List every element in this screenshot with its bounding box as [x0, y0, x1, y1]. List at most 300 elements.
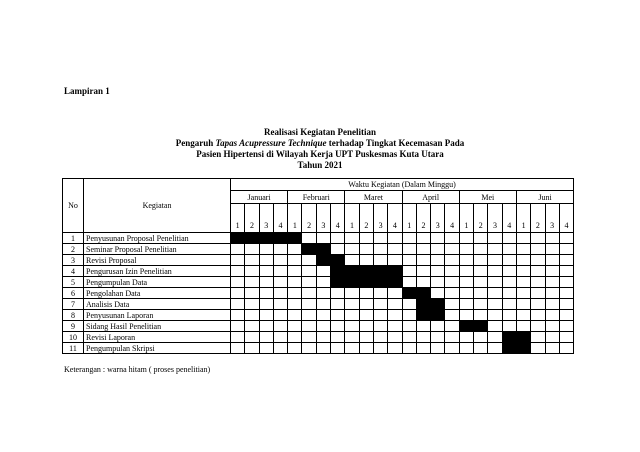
schedule-cell — [502, 255, 516, 266]
schedule-cell — [345, 233, 359, 244]
row-number: 5 — [63, 277, 84, 288]
schedule-cell — [445, 299, 459, 310]
document-title-block — [0, 127, 640, 171]
schedule-cell — [531, 244, 545, 255]
schedule-cell — [559, 299, 573, 310]
schedule-cell — [359, 233, 373, 244]
schedule-cell — [474, 277, 488, 288]
schedule-cell — [459, 233, 473, 244]
header-kegiatan: Kegiatan — [84, 179, 231, 233]
schedule-cell — [474, 255, 488, 266]
schedule-cell-filled — [331, 277, 345, 288]
schedule-cell — [388, 288, 402, 299]
schedule-cell — [259, 332, 273, 343]
schedule-cell-filled — [259, 233, 273, 244]
schedule-cell-filled — [345, 277, 359, 288]
schedule-cell — [488, 277, 502, 288]
activity-name: Revisi Laporan — [84, 332, 231, 343]
schedule-cell — [373, 343, 387, 354]
schedule-cell — [559, 321, 573, 332]
schedule-cell — [545, 244, 559, 255]
schedule-cell — [416, 277, 430, 288]
schedule-cell — [288, 321, 302, 332]
activity-name: Pengurusan Izin Penelitian — [84, 266, 231, 277]
schedule-cell — [288, 310, 302, 321]
schedule-cell — [502, 310, 516, 321]
schedule-cell — [316, 277, 330, 288]
week-header: 3 — [431, 204, 445, 233]
table-row — [63, 332, 574, 343]
schedule-cell — [288, 255, 302, 266]
schedule-cell — [245, 244, 259, 255]
row-number: 2 — [63, 244, 84, 255]
week-header: 1 — [459, 204, 473, 233]
schedule-cell — [559, 343, 573, 354]
schedule-cell — [245, 332, 259, 343]
schedule-cell — [416, 244, 430, 255]
week-header: 3 — [316, 204, 330, 233]
schedule-cell-filled — [331, 255, 345, 266]
row-number: 6 — [63, 288, 84, 299]
schedule-cell — [431, 266, 445, 277]
schedule-cell — [559, 233, 573, 244]
schedule-cell — [402, 332, 416, 343]
month-header: Februari — [288, 191, 345, 204]
schedule-cell — [302, 332, 316, 343]
schedule-cell — [388, 299, 402, 310]
schedule-cell — [273, 332, 287, 343]
schedule-cell — [474, 343, 488, 354]
schedule-cell — [459, 299, 473, 310]
schedule-cell — [316, 299, 330, 310]
schedule-cell — [431, 332, 445, 343]
schedule-cell-filled — [516, 343, 530, 354]
schedule-cell — [373, 299, 387, 310]
schedule-cell-filled — [502, 343, 516, 354]
schedule-cell — [331, 244, 345, 255]
schedule-cell — [445, 321, 459, 332]
schedule-cell — [459, 310, 473, 321]
schedule-cell — [402, 233, 416, 244]
schedule-cell — [273, 343, 287, 354]
schedule-cell — [345, 288, 359, 299]
schedule-cell — [288, 288, 302, 299]
schedule-cell — [431, 277, 445, 288]
schedule-cell — [502, 299, 516, 310]
week-header: 2 — [359, 204, 373, 233]
table-row — [63, 288, 574, 299]
schedule-cell — [445, 332, 459, 343]
schedule-cell-filled — [373, 277, 387, 288]
schedule-cell — [545, 321, 559, 332]
schedule-cell — [373, 244, 387, 255]
schedule-cell — [388, 244, 402, 255]
schedule-cell — [245, 266, 259, 277]
activity-name: Revisi Proposal — [84, 255, 231, 266]
schedule-cell — [259, 244, 273, 255]
title-line-2-suffix: terhadap Tingkat Kecemasan Pada — [326, 138, 465, 148]
schedule-cell — [373, 332, 387, 343]
week-header: 1 — [516, 204, 530, 233]
schedule-cell — [345, 299, 359, 310]
schedule-cell — [402, 343, 416, 354]
schedule-cell — [331, 321, 345, 332]
schedule-cell — [559, 288, 573, 299]
week-header: 3 — [488, 204, 502, 233]
schedule-cell — [431, 233, 445, 244]
schedule-cell — [502, 277, 516, 288]
title-line-1: Realisasi Kegiatan Penelitian — [264, 127, 376, 137]
table-row — [63, 310, 574, 321]
schedule-cell — [245, 288, 259, 299]
week-header: 2 — [245, 204, 259, 233]
schedule-cell-filled — [245, 233, 259, 244]
schedule-cell — [231, 343, 245, 354]
schedule-cell — [359, 332, 373, 343]
schedule-cell — [273, 299, 287, 310]
schedule-cell — [359, 255, 373, 266]
schedule-cell — [474, 310, 488, 321]
activity-name: Pengolahan Data — [84, 288, 231, 299]
schedule-cell — [388, 255, 402, 266]
schedule-cell — [316, 310, 330, 321]
schedule-cell — [545, 277, 559, 288]
schedule-cell-filled — [431, 299, 445, 310]
appendix-label: Lampiran 1 — [64, 86, 110, 96]
schedule-cell — [331, 310, 345, 321]
schedule-cell — [445, 343, 459, 354]
schedule-cell — [531, 288, 545, 299]
title-line-2-italic: Tapas Acupressure Technique — [215, 138, 327, 148]
schedule-cell — [459, 266, 473, 277]
schedule-cell — [545, 299, 559, 310]
schedule-cell — [231, 288, 245, 299]
table-row — [63, 233, 574, 244]
schedule-cell-filled — [288, 233, 302, 244]
schedule-cell — [488, 244, 502, 255]
schedule-cell — [531, 299, 545, 310]
schedule-cell — [488, 332, 502, 343]
schedule-cell — [416, 233, 430, 244]
schedule-cell-filled — [416, 299, 430, 310]
week-header: 3 — [259, 204, 273, 233]
schedule-cell — [316, 233, 330, 244]
schedule-cell — [459, 277, 473, 288]
schedule-cell — [345, 244, 359, 255]
table-row — [63, 343, 574, 354]
schedule-cell — [559, 244, 573, 255]
schedule-cell — [474, 299, 488, 310]
schedule-cell — [416, 343, 430, 354]
activity-name: Pengumpulan Skripsi — [84, 343, 231, 354]
schedule-cell — [431, 343, 445, 354]
schedule-cell — [231, 255, 245, 266]
schedule-cell-filled — [359, 277, 373, 288]
schedule-cell — [302, 343, 316, 354]
schedule-cell-filled — [402, 288, 416, 299]
week-header: 1 — [345, 204, 359, 233]
schedule-cell — [259, 321, 273, 332]
schedule-cell — [345, 343, 359, 354]
schedule-cell — [373, 233, 387, 244]
schedule-cell — [331, 343, 345, 354]
schedule-cell — [445, 266, 459, 277]
schedule-cell — [488, 343, 502, 354]
schedule-cell — [331, 332, 345, 343]
schedule-cell — [388, 310, 402, 321]
schedule-cell — [316, 343, 330, 354]
schedule-cell-filled — [388, 266, 402, 277]
schedule-cell — [459, 244, 473, 255]
schedule-cell — [331, 299, 345, 310]
schedule-cell — [516, 299, 530, 310]
schedule-cell — [474, 233, 488, 244]
schedule-cell — [388, 343, 402, 354]
schedule-cell-filled — [502, 332, 516, 343]
schedule-cell — [273, 321, 287, 332]
header-waktu: Waktu Kegiatan (Dalam Minggu) — [231, 179, 574, 191]
schedule-cell-filled — [331, 266, 345, 277]
schedule-cell — [559, 266, 573, 277]
schedule-cell — [359, 310, 373, 321]
schedule-cell — [288, 266, 302, 277]
schedule-cell-filled — [231, 233, 245, 244]
schedule-cell — [288, 244, 302, 255]
schedule-cell — [231, 321, 245, 332]
schedule-cell — [316, 288, 330, 299]
schedule-cell — [373, 321, 387, 332]
schedule-cell — [531, 255, 545, 266]
schedule-cell-filled — [516, 332, 530, 343]
schedule-cell-filled — [459, 321, 473, 332]
schedule-cell — [445, 244, 459, 255]
week-header: 4 — [388, 204, 402, 233]
schedule-cell — [259, 255, 273, 266]
schedule-cell — [459, 255, 473, 266]
schedule-cell — [559, 255, 573, 266]
title-line-3: Pasien Hipertensi di Wilayah Kerja UPT Puskesmas Kuta Utara — [196, 149, 444, 159]
header-no: No — [63, 179, 84, 233]
week-header: 1 — [231, 204, 245, 233]
schedule-cell — [445, 233, 459, 244]
month-header: Maret — [345, 191, 402, 204]
table-row — [63, 299, 574, 310]
week-header: 2 — [302, 204, 316, 233]
schedule-cell — [331, 233, 345, 244]
schedule-cell-filled — [316, 255, 330, 266]
schedule-cell — [402, 299, 416, 310]
month-header: Mei — [459, 191, 516, 204]
row-number: 10 — [63, 332, 84, 343]
schedule-cell — [245, 277, 259, 288]
schedule-cell — [502, 233, 516, 244]
schedule-cell-filled — [474, 321, 488, 332]
schedule-cell — [373, 288, 387, 299]
schedule-cell — [245, 321, 259, 332]
schedule-cell — [545, 266, 559, 277]
schedule-cell — [273, 277, 287, 288]
schedule-cell — [302, 277, 316, 288]
schedule-cell — [474, 266, 488, 277]
schedule-cell — [431, 321, 445, 332]
activity-name: Analisis Data — [84, 299, 231, 310]
schedule-cell — [416, 332, 430, 343]
schedule-cell — [459, 332, 473, 343]
schedule-cell — [445, 288, 459, 299]
week-header: 2 — [474, 204, 488, 233]
schedule-cell — [259, 288, 273, 299]
schedule-cell — [531, 310, 545, 321]
schedule-cell — [288, 277, 302, 288]
schedule-cell — [231, 332, 245, 343]
schedule-cell — [488, 266, 502, 277]
activity-name: Pengumpulan Data — [84, 277, 231, 288]
schedule-cell — [359, 321, 373, 332]
schedule-cell — [316, 332, 330, 343]
schedule-cell — [359, 343, 373, 354]
schedule-cell — [245, 255, 259, 266]
schedule-cell — [502, 288, 516, 299]
schedule-cell — [231, 299, 245, 310]
schedule-cell — [445, 310, 459, 321]
schedule-cell — [345, 255, 359, 266]
schedule-cell — [402, 255, 416, 266]
schedule-cell — [302, 299, 316, 310]
schedule-cell — [488, 299, 502, 310]
schedule-cell — [516, 255, 530, 266]
schedule-cell-filled — [345, 266, 359, 277]
schedule-cell — [302, 266, 316, 277]
row-number: 9 — [63, 321, 84, 332]
schedule-cell — [545, 255, 559, 266]
schedule-cell — [359, 244, 373, 255]
row-number: 3 — [63, 255, 84, 266]
schedule-cell — [431, 255, 445, 266]
title-line-2 — [0, 138, 640, 149]
schedule-cell — [416, 321, 430, 332]
activity-name: Penyusunan Laporan — [84, 310, 231, 321]
schedule-cell — [231, 277, 245, 288]
schedule-cell — [516, 233, 530, 244]
schedule-cell-filled — [431, 310, 445, 321]
table-row — [63, 321, 574, 332]
schedule-cell — [302, 288, 316, 299]
schedule-cell-filled — [316, 244, 330, 255]
schedule-cell — [259, 310, 273, 321]
schedule-cell — [231, 266, 245, 277]
schedule-cell — [245, 299, 259, 310]
schedule-cell — [273, 255, 287, 266]
schedule-cell — [231, 244, 245, 255]
table-row — [63, 277, 574, 288]
schedule-cell — [531, 277, 545, 288]
schedule-cell — [345, 310, 359, 321]
week-header: 2 — [531, 204, 545, 233]
schedule-cell — [545, 343, 559, 354]
schedule-cell-filled — [373, 266, 387, 277]
schedule-cell — [474, 288, 488, 299]
schedule-cell — [545, 332, 559, 343]
schedule-cell — [245, 343, 259, 354]
schedule-cell — [402, 266, 416, 277]
table-row — [63, 266, 574, 277]
schedule-cell — [459, 288, 473, 299]
schedule-cell — [459, 343, 473, 354]
schedule-cell — [488, 255, 502, 266]
schedule-cell — [502, 321, 516, 332]
schedule-cell — [302, 321, 316, 332]
week-header: 4 — [273, 204, 287, 233]
schedule-cell-filled — [359, 266, 373, 277]
schedule-cell — [431, 244, 445, 255]
schedule-cell — [373, 255, 387, 266]
schedule-cell — [273, 244, 287, 255]
schedule-cell — [559, 277, 573, 288]
schedule-cell — [416, 255, 430, 266]
week-header: 4 — [502, 204, 516, 233]
schedule-cell — [331, 288, 345, 299]
week-header: 3 — [545, 204, 559, 233]
schedule-cell — [259, 277, 273, 288]
schedule-cell — [559, 332, 573, 343]
schedule-cell — [359, 288, 373, 299]
week-header: 1 — [402, 204, 416, 233]
schedule-cell — [273, 288, 287, 299]
schedule-cell — [474, 332, 488, 343]
schedule-cell — [531, 266, 545, 277]
schedule-cell — [502, 244, 516, 255]
schedule-cell — [402, 321, 416, 332]
week-header: 4 — [445, 204, 459, 233]
week-header: 2 — [416, 204, 430, 233]
schedule-cell — [516, 266, 530, 277]
schedule-cell — [488, 310, 502, 321]
schedule-cell-filled — [416, 310, 430, 321]
schedule-cell — [488, 288, 502, 299]
schedule-cell — [316, 321, 330, 332]
row-number: 4 — [63, 266, 84, 277]
table-row — [63, 255, 574, 266]
schedule-cell — [273, 310, 287, 321]
schedule-cell — [359, 299, 373, 310]
schedule-cell-filled — [273, 233, 287, 244]
schedule-cell-filled — [416, 288, 430, 299]
schedule-cell — [402, 277, 416, 288]
schedule-cell-filled — [388, 277, 402, 288]
schedule-cell — [545, 310, 559, 321]
schedule-cell — [531, 233, 545, 244]
schedule-cell — [531, 332, 545, 343]
schedule-cell — [531, 321, 545, 332]
schedule-cell — [488, 321, 502, 332]
month-header: April — [402, 191, 459, 204]
schedule-cell — [431, 288, 445, 299]
schedule-cell — [288, 299, 302, 310]
title-line-2-prefix: Pengaruh — [175, 138, 216, 148]
schedule-cell — [445, 255, 459, 266]
schedule-cell — [345, 332, 359, 343]
schedule-cell — [474, 244, 488, 255]
schedule-cell — [302, 233, 316, 244]
schedule-cell — [516, 288, 530, 299]
schedule-cell — [259, 299, 273, 310]
schedule-cell — [531, 343, 545, 354]
schedule-cell — [516, 244, 530, 255]
schedule-cell — [288, 343, 302, 354]
schedule-cell — [402, 244, 416, 255]
schedule-cell — [402, 310, 416, 321]
row-number: 1 — [63, 233, 84, 244]
